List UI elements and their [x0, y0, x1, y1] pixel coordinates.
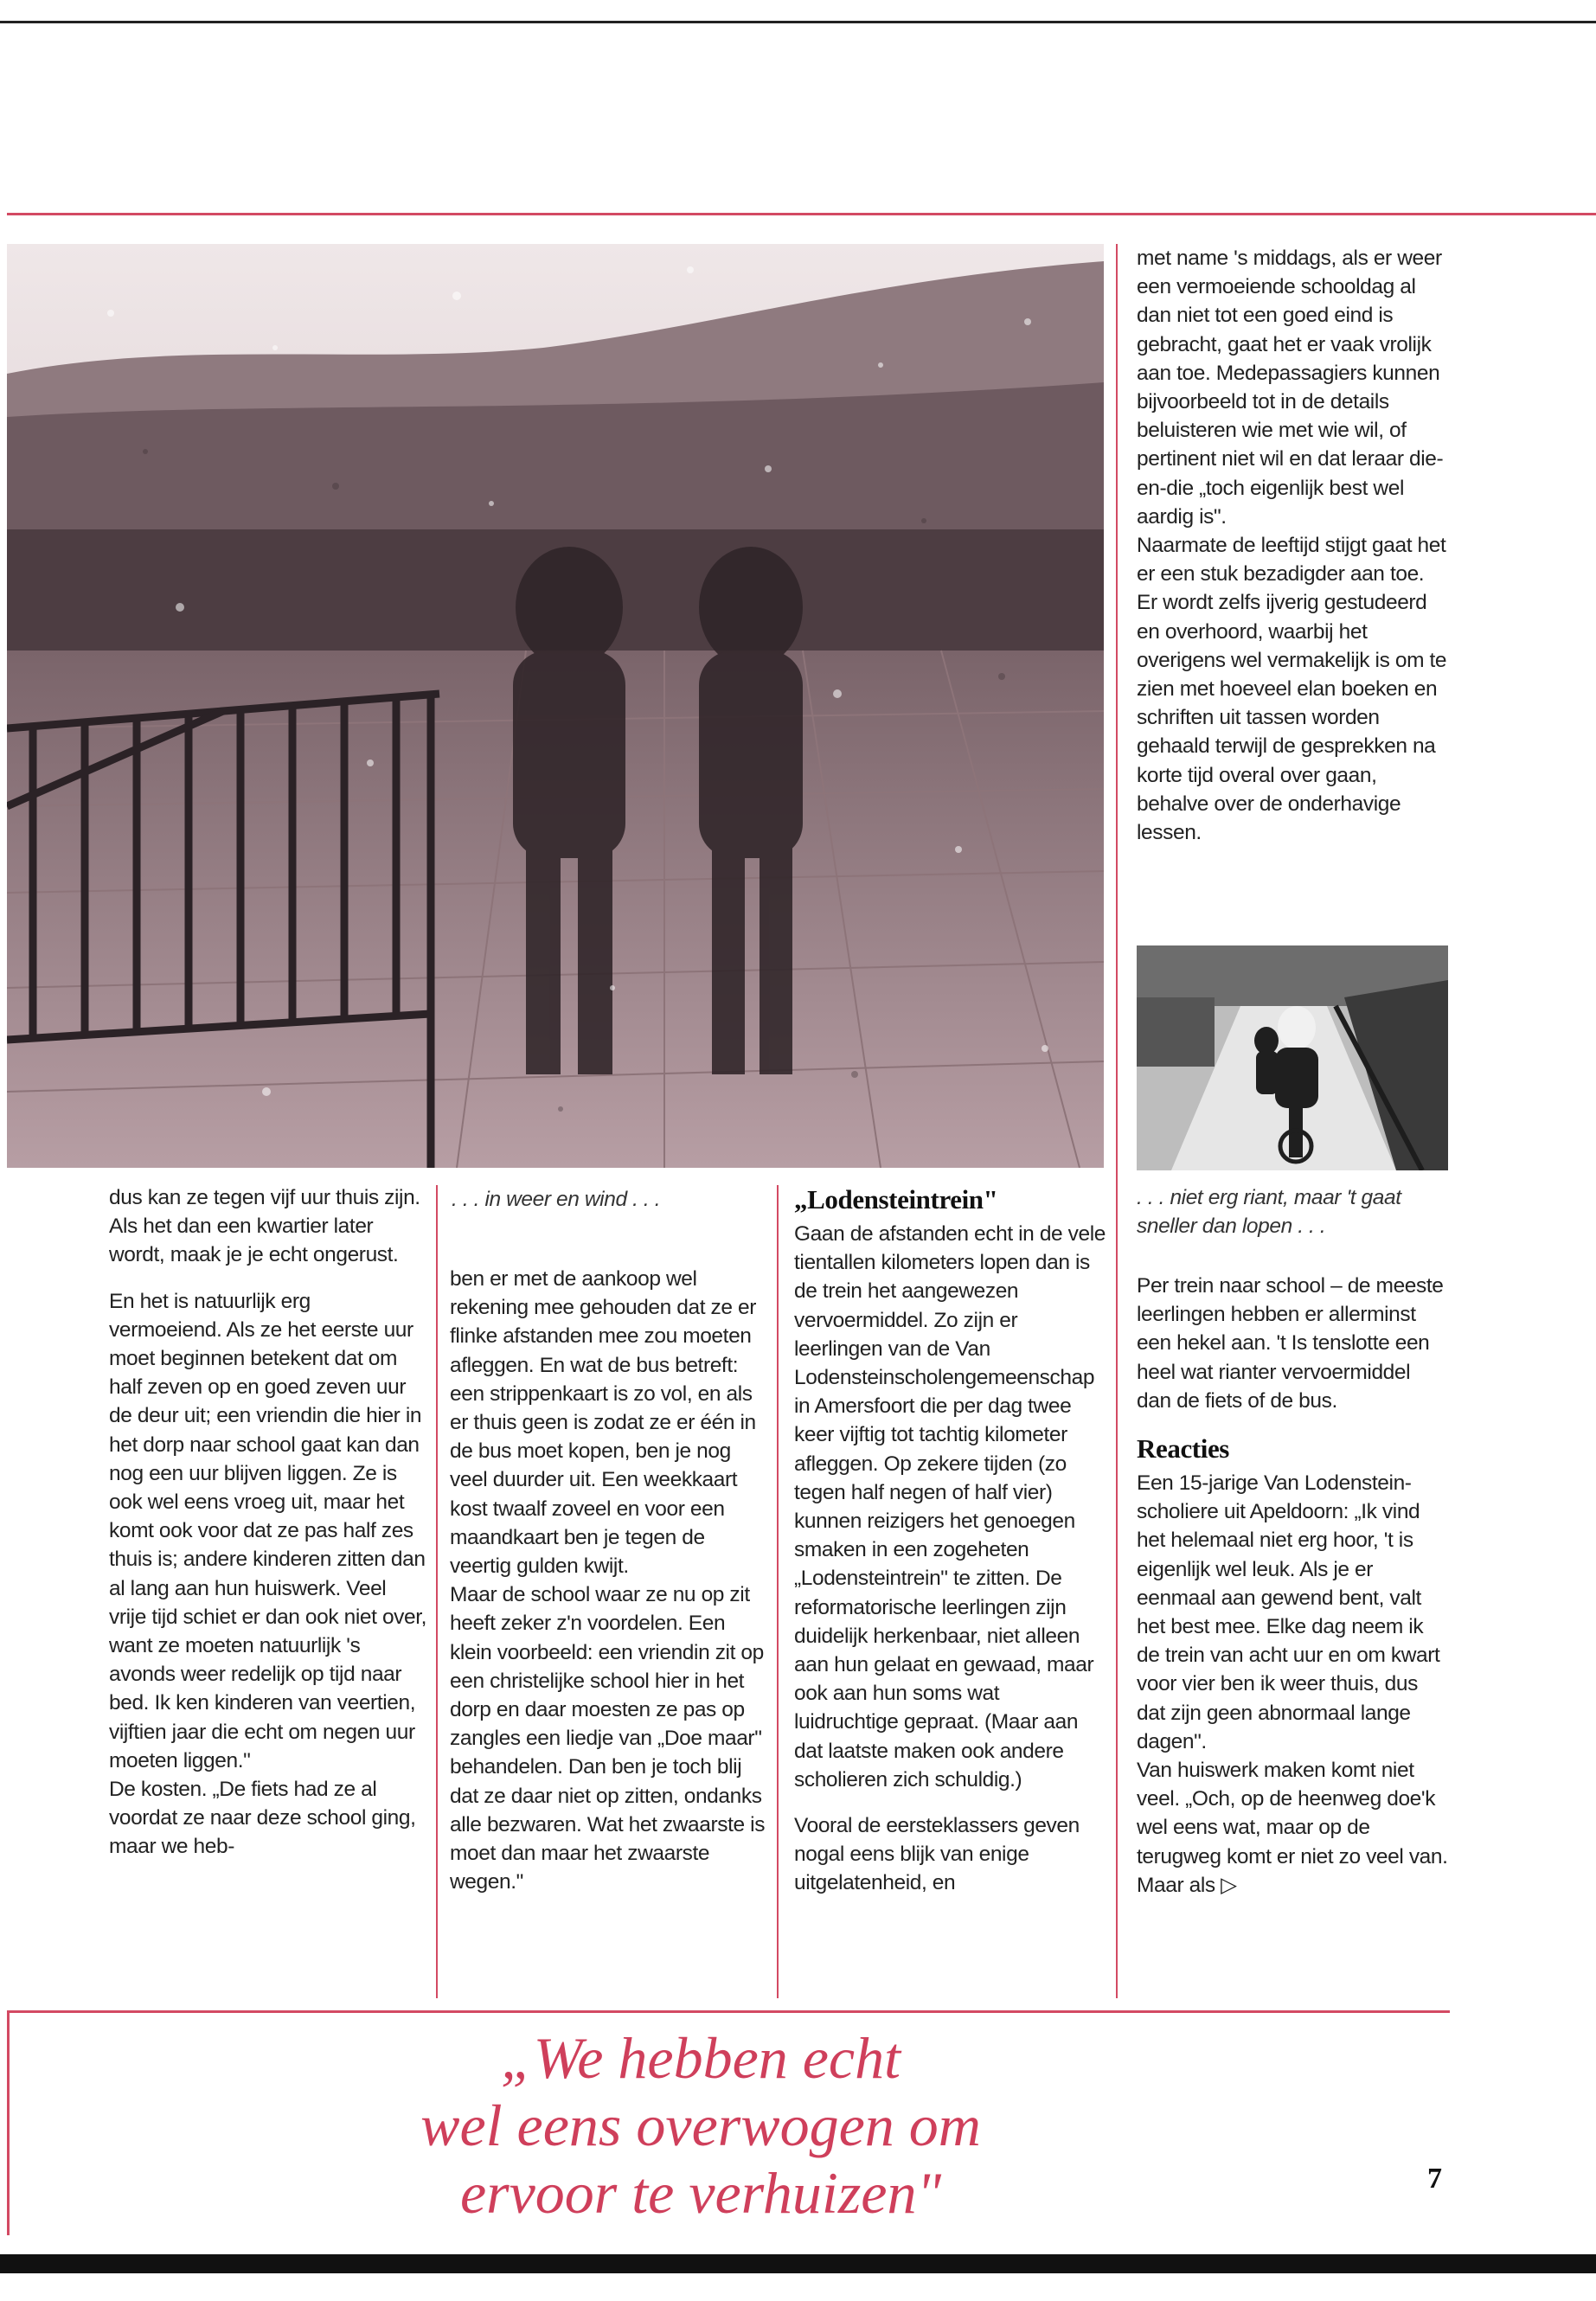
column-divider: [1116, 244, 1118, 1998]
page-number: 7: [1427, 2163, 1442, 2195]
bike-photo-illustration: [1137, 945, 1448, 1170]
pull-quote-line: „We hebben echt: [500, 2025, 901, 2091]
paragraph: Naarmate de leeftijd stijgt gaat het er een stuk bezadigder aan toe. Er wordt zelfs ijverig gestudeerd en overhoord, waarbij het overigens wel vermakelijk is om te zien met hoeveel elan boeken en schriften uit tassen worden gehaald terwijl de gesprekken na korte tijd overal over gaan, behalve over de onderhavige lessen.: [1137, 534, 1447, 845]
bottom-band: [0, 2254, 1596, 2273]
header-rule: [7, 213, 1596, 215]
bike-photo: [1137, 945, 1448, 1170]
pull-quote-side-rule: [7, 2010, 10, 2235]
paragraph-text: Van huiswerk maken komt niet veel. „Och, op de heenweg doe'k wel eens wat, maar op de terugweg komt er niet zo veel van. Maar als: [1137, 1759, 1448, 1897]
main-photo: [7, 244, 1104, 1168]
section-heading: „Lodensteintrein": [794, 1184, 998, 1215]
rain-photo-illustration: [7, 244, 1104, 1168]
pull-quote: [260, 2024, 1142, 2227]
article-column-4-bottom: [1137, 1272, 1450, 1900]
paragraph: Gaan de afstanden echt in de vele tientallen kilometers lopen dan is de trein het aangewezen vervoermiddel. Zo zijn er leerlingen van de Van Lodensteinscholengemeenschap in Amersfoort die per dag twee keer vijftig tot tachtig kilometer afleggen. Op zekere tijden (zo tegen half negen of half vier) kunnen reizigers het genoegen smaken in een zogeheten „Lodensteintrein" te zitten. De reformatorische leerlingen zijn duidelijk herkenbaar, niet alleen aan hun gelaat en gewaad, maar ook aan hun soms wat luidruchtige gepraat. (Maar aan dat laatste maken ook andere scholieren zich schuldig.): [794, 1222, 1106, 1791]
caption-wind: . . . in weer en wind . . .: [452, 1188, 661, 1211]
article-column-4-top: [1137, 244, 1448, 847]
paragraph: Maar de school waar ze nu op zit heeft zeker z'n voordelen. Een klein voorbeeld: een vriendin zit op een christelijke school hier in het dorp en daar moesten ze pas op zangles een liedje van „Doe maar" behandelen. Dan ben je toch blij dat ze daar niet op zitten, ondanks alle bezwaren. Wat het zwaarste is moet dan maar het zwaarste wegen.": [450, 1583, 766, 1894]
article-column-3: [794, 1183, 1107, 1898]
section-heading: Reacties: [1137, 1433, 1229, 1465]
caption-bike: . . . niet erg riant, maar 't gaat sneller dan lopen . . .: [1137, 1186, 1401, 1239]
top-rule: [0, 21, 1596, 23]
column-divider: [436, 1185, 438, 1998]
paragraph: [1137, 1756, 1450, 1900]
column-divider: [777, 1185, 779, 1998]
paragraph: met name 's middags, als er weer een vermoeiende schooldag al dan niet tot een goed eind is gebracht, gaat het er vaak vrolijk aan toe. Medepassagiers kunnen bijvoorbeeld tot in de details beluisteren wie met wie wil, of pertinent niet wil en dat leraar die-en-die „toch eigenlijk best wel aardig is".: [1137, 247, 1444, 529]
pull-quote-rule: [7, 2010, 1450, 2013]
continue-arrow-icon: ▷: [1221, 1873, 1237, 1897]
pull-quote-line: wel eens overwogen om: [420, 2093, 981, 2158]
paragraph: ben er met de aankoop wel rekening mee gehouden dat ze er flinke afstanden mee zou moeten afleggen. En wat de bus betreft: een strippenkaart is zo vol, en als er thuis geen is zodat ze er één in de bus moet kopen, ben je nog veel duurder uit. Een weekkaart kost twaalf zoveel en voor een maandkaart ben je tegen de veertig gulden kwijt.: [450, 1267, 756, 1579]
paragraph: Vooral de eersteklassers geven nogal eens blijk van enige uitgelatenheid, en: [794, 1814, 1080, 1895]
paragraph: dus kan ze tegen vijf uur thuis zijn. Als het dan een kwartier later wordt, maak je je echt ongerust.: [109, 1186, 420, 1267]
paragraph: De kosten. „De fiets had ze al voordat ze naar deze school ging, maar we heb-: [109, 1778, 416, 1859]
paragraph: En het is natuurlijk erg vermoeiend. Als ze het eerste uur moet beginnen betekent dat om half zeven op en goed zeven uur de deur uit; een vriendin die hier in het dorp naar school gaat kan dan nog een uur blijven liggen. Ze is ook wel eens vroeg uit, maar het komt ook voor dat ze pas half zes thuis is; andere kinderen zitten dan al lang aan hun huiswerk. Veel vrije tijd schiet er dan ook niet over, want ze moeten natuurlijk 's avonds weer redelijk op tijd naar bed. Ik ken kinderen van veertien, vijftien jaar die echt om negen uur moeten liggen.": [109, 1289, 427, 1772]
article-column-1: [109, 1183, 427, 1862]
article-column-2: [450, 1265, 770, 1896]
paragraph: Per trein naar school – de meeste leerlingen hebben er allerminst een hekel aan. 't Is tenslotte een heel wat rianter vervoermiddel dan de fiets of de bus.: [1137, 1274, 1444, 1413]
paragraph: Een 15-jarige Van Lodenstein-scholiere uit Apeldoorn: „Ik vind het helemaal niet erg hoor, 't is eigenlijk wel leuk. Als je er eenmaal aan gewend bent, valt het best mee. Elke dag neem ik de trein van acht uur en om kwart voor vier ben ik weer thuis, dus dat zijn geen abnormaal lange dagen".: [1137, 1471, 1440, 1753]
pull-quote-line: ervoor te verhuizen": [459, 2160, 942, 2226]
